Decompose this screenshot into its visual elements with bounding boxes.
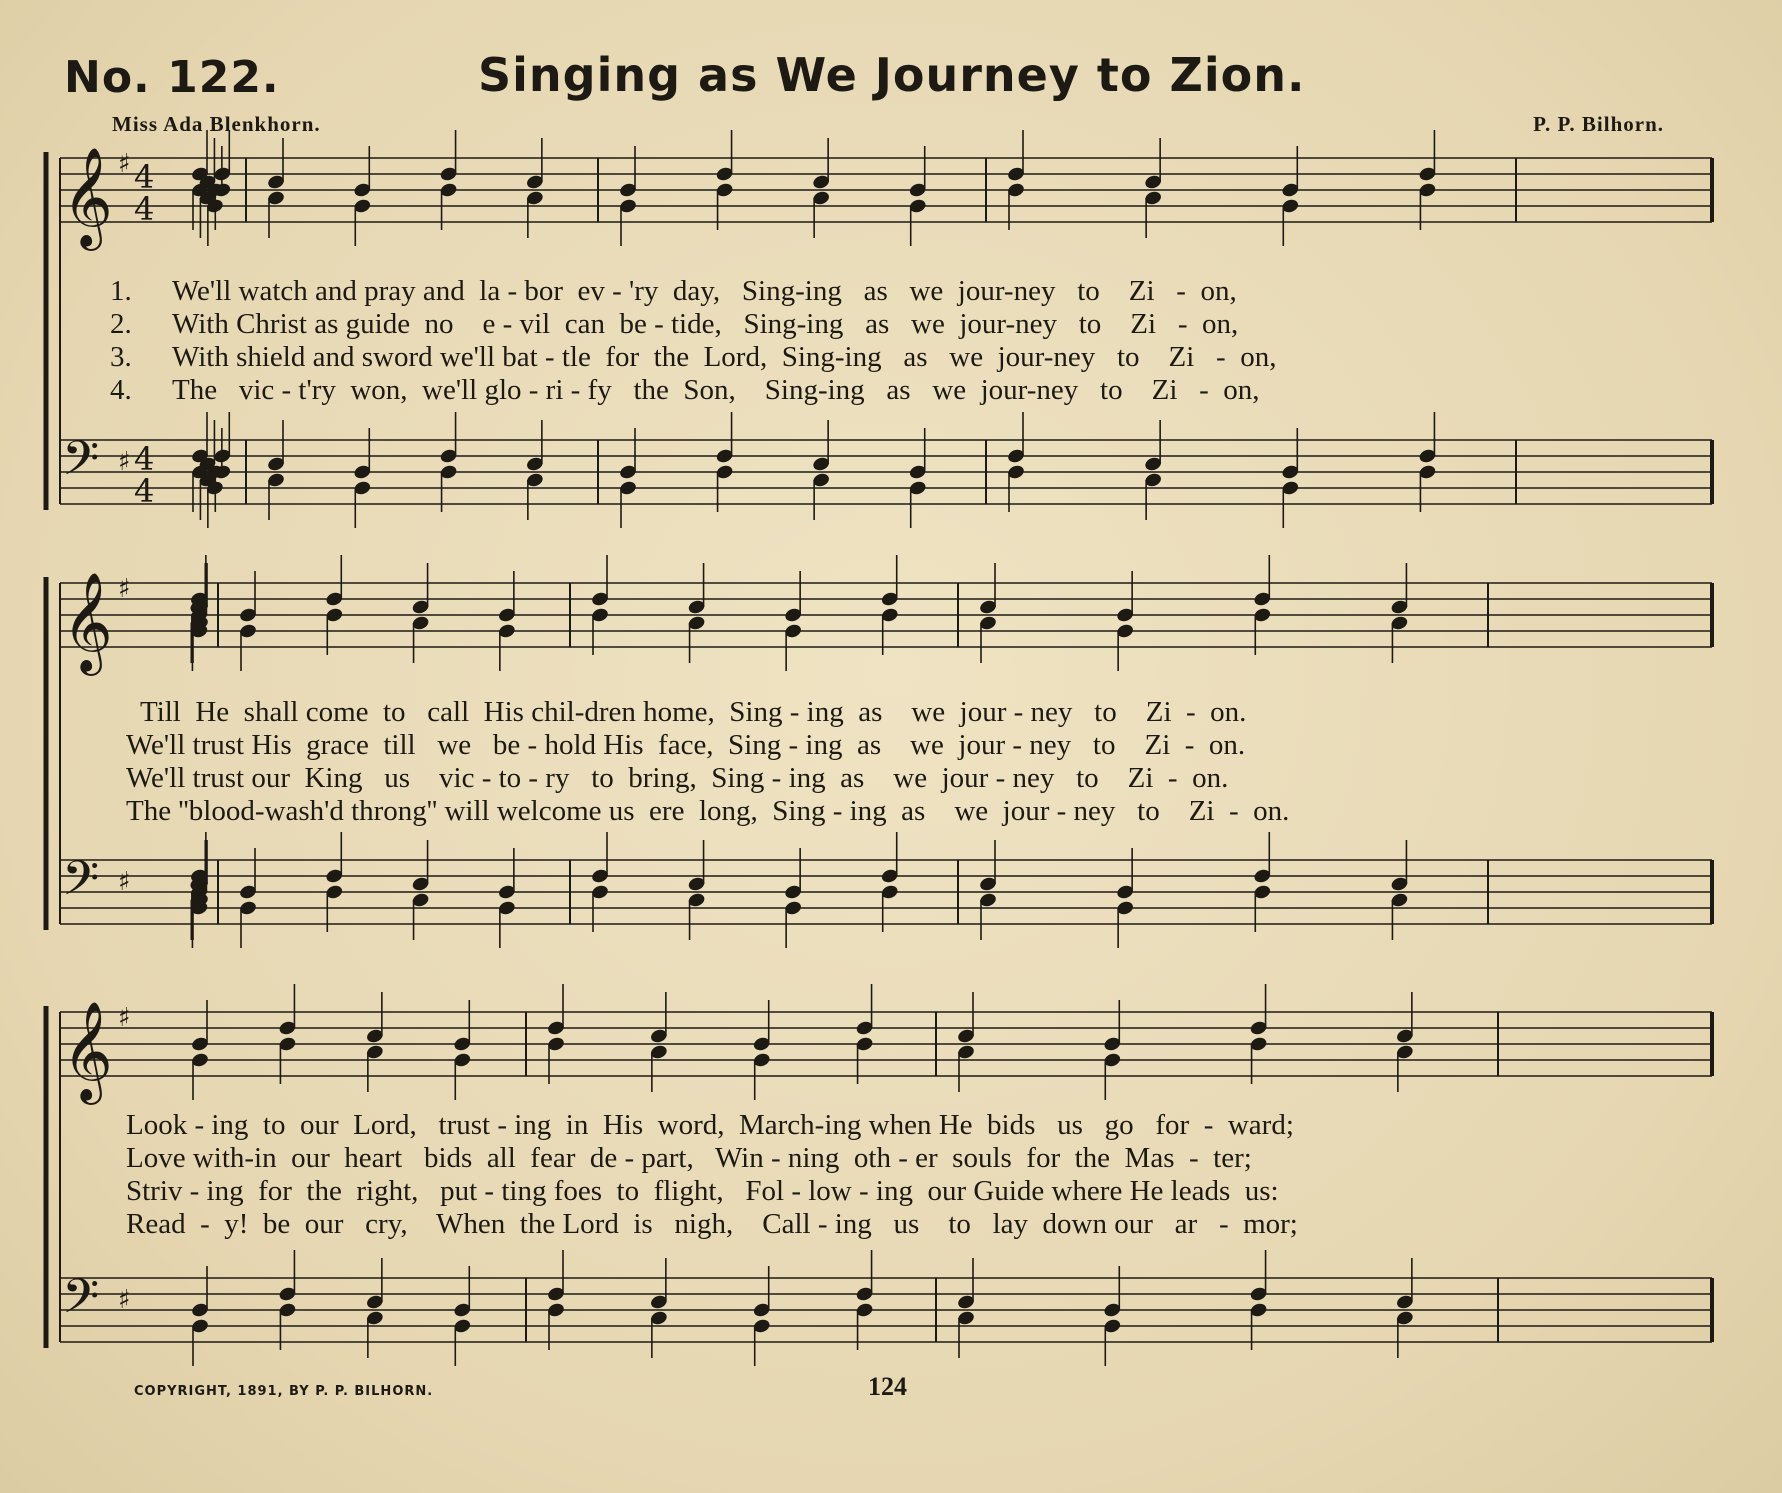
time-signature-digit: 4 [134, 190, 155, 228]
sharp-icon: ♯ [118, 1285, 131, 1315]
verse-number: 2. [110, 308, 132, 340]
sharp-icon: ♯ [118, 149, 131, 179]
lyric-line: We'll trust our King us vic - to - ry to bring, Sing - ing as we jour - ney to Zi - on. [126, 762, 1229, 794]
lyric-line: The ''blood-wash'd throng'' will welcome us ere long, Sing - ing as we jour - ney to Zi - on. [126, 795, 1290, 827]
lyric-line: The vic - t'ry won, we'll glo - ri - fy the Son, Sing-ing as we jour-ney to Zi - on, [172, 374, 1260, 406]
time-signature-digit: 4 [134, 472, 155, 510]
sharp-icon: ♯ [118, 1003, 131, 1033]
lyric-line: We'll trust His grace till we be - hold His face, Sing - ing as we jour - ney to Zi - on. [126, 729, 1246, 761]
hymn-title: Singing as We Journey to Zion. [478, 48, 1306, 102]
verse-number: 3. [110, 341, 132, 373]
sharp-icon: ♯ [118, 574, 131, 604]
bass-clef-icon: 𝄢 [62, 850, 100, 918]
page-number: 124 [868, 1372, 907, 1401]
copyright-notice: COPYRIGHT, 1891, BY P. P. BILHORN. [134, 1384, 434, 1399]
treble-clef-icon: 𝄞 [62, 147, 113, 247]
composer-credit: P. P. Bilhorn. [1533, 112, 1664, 136]
lyric-line: With Christ as guide no e - vil can be - tide, Sing-ing as we jour-ney to Zi - on, [172, 308, 1239, 340]
time-signature-digit: 4 [134, 158, 155, 196]
lyric-line: We'll watch and pray and la - bor ev - 'ry day, Sing-ing as we jour-ney to Zi - on, [172, 275, 1237, 307]
treble-clef-icon: 𝄞 [62, 572, 113, 672]
hymn-number: No. 122. [64, 52, 280, 103]
lyric-line: Look - ing to our Lord, trust - ing in His word, March-ing when He bids us go for - ward; [126, 1109, 1294, 1141]
lyricist-credit: Miss Ada Blenkhorn. [112, 112, 321, 136]
time-signature-digit: 4 [134, 440, 155, 478]
lyric-line: With shield and sword we'll bat - tle for the Lord, Sing-ing as we jour-ney to Zi - on, [172, 341, 1277, 373]
treble-clef-icon: 𝄞 [62, 1001, 113, 1101]
sharp-icon: ♯ [118, 867, 131, 897]
bass-clef-icon: 𝄢 [62, 430, 100, 498]
bass-clef-icon: 𝄢 [62, 1268, 100, 1336]
lyric-line: Read - y! be our cry, When the Lord is nigh, Call - ing us to lay down our ar - mor; [126, 1208, 1298, 1240]
sharp-icon: ♯ [118, 447, 131, 477]
verse-number: 1. [110, 275, 132, 307]
lyric-line: Till He shall come to call His chil-dren home, Sing - ing as we jour - ney to Zi - on. [140, 696, 1247, 728]
lyric-line: Love with-in our heart bids all fear de - part, Win - ning oth - er souls for the Mas - ter; [126, 1142, 1252, 1174]
verse-number: 4. [110, 374, 132, 406]
lyric-line: Striv - ing for the right, put - ting foes to flight, Fol - low - ing our Guide where He leads us: [126, 1175, 1279, 1207]
